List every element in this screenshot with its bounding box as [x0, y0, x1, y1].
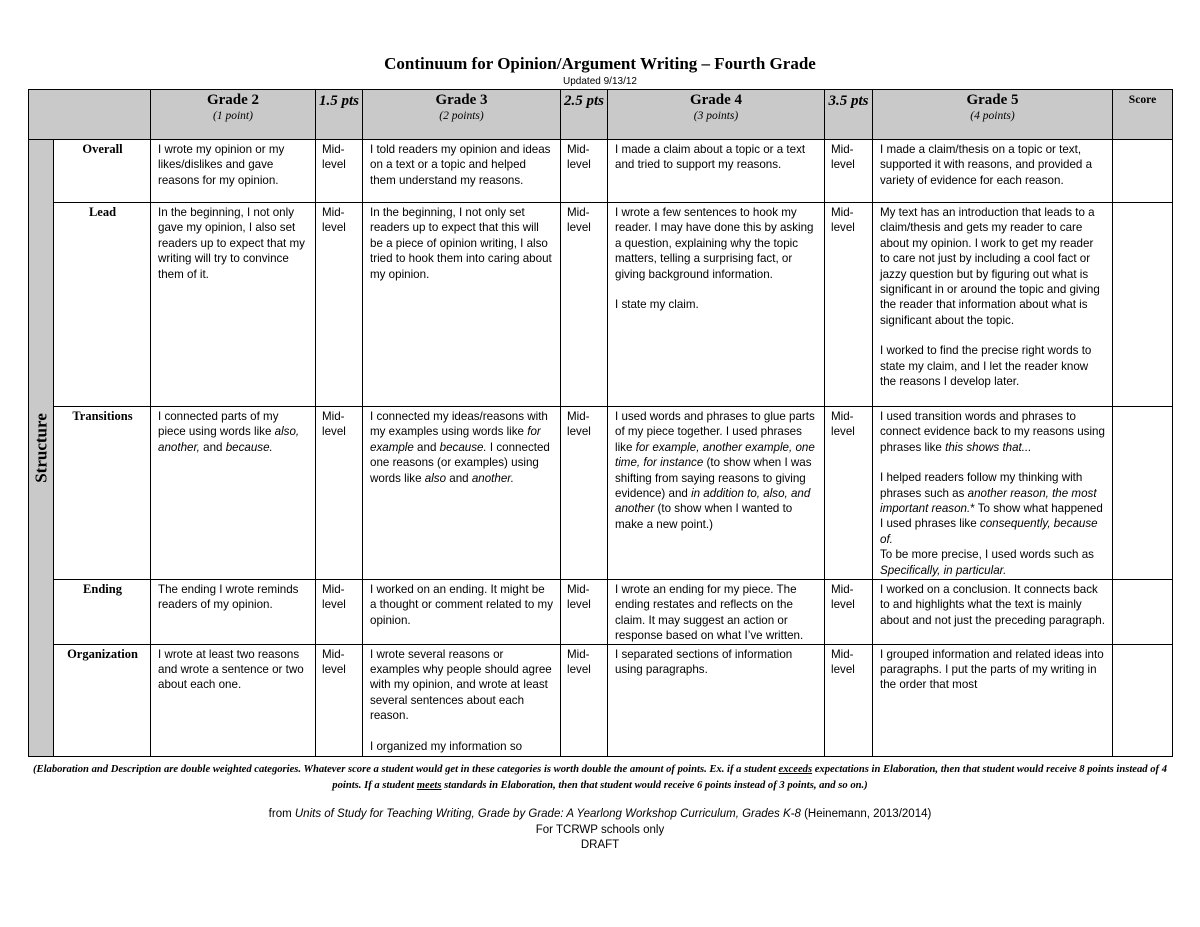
grade5-label: Grade 5	[966, 92, 1019, 108]
row-ending	[29, 580, 1173, 645]
example-words: for example, another example, one time, for instance	[615, 440, 815, 470]
lead-grade4-claim: I state my claim.	[615, 298, 699, 312]
lead-mid-3: Mid-level	[825, 203, 873, 407]
ending-grade3: I worked on an ending. It might be a thought or comment related to my opinion.	[363, 580, 561, 645]
transitions-grade3	[363, 407, 561, 580]
source-book-title: Units of Study for Teaching Writing, Grade by Grade: A Yearlong Workshop Curriculum, Grades K-8	[294, 808, 801, 820]
source-from: from	[268, 808, 295, 820]
header-grade4	[608, 90, 825, 140]
example-words: another reason, the most important reason.	[880, 486, 1097, 516]
text: (to show when I was shifting from saying reasons to giving evidence) and	[615, 456, 812, 501]
text: I connected my ideas/reasons with my examples using words like	[370, 410, 548, 439]
example-words: because.	[225, 440, 273, 454]
text: and	[413, 440, 440, 454]
pts-2-5-label: 2.5 pts	[563, 93, 604, 109]
organization-mid-1: Mid-level	[316, 644, 363, 756]
example-words: this shows that...	[945, 440, 1032, 454]
ending-score-cell[interactable]	[1113, 580, 1173, 645]
transitions-mid-3: Mid-level	[825, 407, 873, 580]
ending-mid-1: Mid-level	[316, 580, 363, 645]
page-title: Continuum for Opinion/Argument Writing – Fourth Grade	[384, 54, 816, 73]
example-words: consequently, because of.	[880, 517, 1098, 546]
organization-grade2: I wrote at least two reasons and wrote a sentence or two about each one.	[151, 644, 316, 756]
header-grade5	[873, 90, 1113, 140]
weighting-note	[28, 762, 1172, 794]
overall-grade3: I told readers my opinion and ideas on a text or a topic and helped them understand my reasons.	[363, 140, 561, 203]
lead-grade5-text: My text has an introduction that leads to a claim/thesis and gets my reader to care about my opinion. I work to get my reader to care not just by including a cool fact or jazzy question but by figuring out what is significant in or around the topic and giving the reader that information about what is significant about the topic.	[880, 206, 1100, 327]
overall-grade4: I made a claim about a topic or a text and tried to support my reasons.	[608, 140, 825, 203]
criterion-ending: Ending	[54, 580, 151, 645]
lead-grade5-claim: I worked to find the precise right words to state my claim, and I let the reader know the reasons I develop later.	[880, 344, 1092, 389]
criterion-transitions: Transitions	[54, 407, 151, 580]
header-1-5-pts	[316, 90, 363, 140]
transitions-mid-1: Mid-level	[316, 407, 363, 580]
source-citation	[0, 807, 1200, 823]
criterion-organization: Organization	[54, 644, 151, 756]
row-overall	[29, 140, 1173, 203]
lead-score-cell[interactable]	[1113, 203, 1173, 407]
note-text: expectations in Elaboration, then that student would receive 8 points instead of 4 points. If a student	[332, 764, 1167, 791]
lead-grade4	[608, 203, 825, 407]
ending-mid-3: Mid-level	[825, 580, 873, 645]
transitions-grade4	[608, 407, 825, 580]
grade3-label: Grade 3	[435, 92, 488, 108]
text: I used words and phrases to glue parts of my piece together. I used phrases like	[615, 410, 815, 454]
example-words: for example	[370, 425, 541, 454]
ending-grade2: The ending I wrote reminds readers of my opinion.	[151, 580, 316, 645]
transitions-score-cell[interactable]	[1113, 407, 1173, 580]
overall-score-cell[interactable]	[1113, 140, 1173, 203]
rubric-table	[28, 89, 1173, 757]
organization-grade3-text: I wrote several reasons or examples why people should agree with my opinion, and wrote at least several sentences about each reason.	[370, 647, 552, 723]
overall-mid-1: Mid-level	[316, 140, 363, 203]
grade3-points: (2 points)	[439, 110, 484, 122]
lead-grade5	[873, 203, 1113, 407]
row-transitions	[29, 407, 1173, 580]
text: To be more precise, I used words such as	[880, 548, 1094, 562]
header-score: Score	[1113, 90, 1173, 140]
lead-grade3: In the beginning, I not only set readers up to expect that this will be a piece of opinion writing, I also tried to hook them into caring about my opinion.	[363, 203, 561, 407]
note-text: standards in Elaboration, then that student would receive 6 points instead of 3 points, and so on.)	[441, 780, 868, 791]
ending-mid-2: Mid-level	[561, 580, 608, 645]
organization-mid-2: Mid-level	[561, 644, 608, 756]
example-words: Specifically, in particular.	[880, 563, 1007, 577]
example-words: because.	[439, 440, 487, 454]
grade2-label: Grade 2	[206, 92, 260, 108]
grade4-label: Grade 4	[689, 92, 743, 108]
organization-grade3-more: I organized my information so	[370, 739, 523, 753]
organization-grade4: I separated sections of information using paragraphs.	[608, 644, 825, 756]
note-emphasis: meets	[416, 780, 442, 791]
example-words: also	[424, 471, 447, 485]
text: I connected parts of my piece using words like	[158, 410, 279, 439]
header-2-5-pts	[561, 90, 608, 140]
header-grade3	[363, 90, 561, 140]
row-organization	[29, 644, 1173, 756]
source-publisher: (Heinemann, 2013/2014)	[800, 808, 932, 820]
organization-score-cell[interactable]	[1113, 644, 1173, 756]
lead-mid-2: Mid-level	[561, 203, 608, 407]
ending-grade4: I wrote an ending for my piece. The ending restates and reflects on the claim. It may suggest an action or response based on what I’ve written.	[608, 580, 825, 645]
grade5-points: (4 points)	[970, 110, 1015, 122]
grade4-points: (3 points)	[693, 110, 739, 122]
lead-grade4-text: I wrote a few sentences to hook my reader. I may have done this by asking a question, explaining why the topic matters, telling a surprising fact, or giving background information.	[615, 206, 814, 281]
transitions-mid-2: Mid-level	[561, 407, 608, 580]
band-structure-label: Structure	[31, 413, 51, 483]
example-words: another.	[471, 471, 514, 485]
pts-1-5-label: 1.5 pts	[318, 93, 359, 109]
note-emphasis: exceeds	[778, 764, 813, 775]
header-blank	[29, 90, 151, 140]
header-grade2	[151, 90, 316, 140]
pts-3-5-label: 3.5 pts	[828, 93, 869, 109]
updated-date: Updated 9/13/12	[563, 76, 637, 87]
criterion-overall: Overall	[54, 140, 151, 203]
transitions-grade5	[873, 407, 1113, 580]
header-row	[29, 90, 1173, 140]
example-words: in addition to, also, and another	[615, 487, 811, 516]
organization-grade5: I grouped information and related ideas into paragraphs. I put the parts of my writing in the order that most	[873, 644, 1113, 756]
text: (to show when I wanted to make a new point.)	[615, 502, 793, 531]
text: I helped readers follow my thinking with phrases such as	[880, 471, 1083, 500]
criterion-lead: Lead	[54, 203, 151, 407]
organization-grade3	[363, 644, 561, 756]
text: * To show what happened I used phrases like	[880, 502, 1103, 531]
lead-grade2: In the beginning, I not only gave my opinion, I also set readers up to expect that my writing will try to convince them of it.	[151, 203, 316, 407]
text: I used transition words and phrases to connect evidence back to my reasons using phrases like	[880, 410, 1105, 454]
row-lead	[29, 203, 1173, 407]
draft-label: DRAFT	[580, 839, 620, 851]
transitions-grade2	[151, 407, 316, 580]
text: I connected one reasons (or examples) using words like	[370, 440, 550, 485]
overall-mid-3: Mid-level	[825, 140, 873, 203]
text: and	[446, 471, 472, 485]
overall-grade2: I wrote my opinion or my likes/dislikes and gave reasons for my opinion.	[151, 140, 316, 203]
lead-mid-1: Mid-level	[316, 203, 363, 407]
source-audience: For TCRWP schools only	[535, 823, 665, 836]
header-3-5-pts	[825, 90, 873, 140]
band-structure	[29, 140, 54, 757]
source-footer	[0, 807, 1200, 854]
overall-mid-2: Mid-level	[561, 140, 608, 203]
example-words: also, another,	[158, 425, 300, 454]
note-text: (Elaboration and Description are double weighted categories. Whatever score a student would get in these categories is worth double the amount of points. Ex. if a student	[33, 764, 779, 775]
overall-grade5: I made a claim/thesis on a topic or text, supported it with reasons, and provided a variety of evidence for each reason.	[873, 140, 1113, 203]
text: and	[199, 440, 226, 454]
organization-mid-3: Mid-level	[825, 644, 873, 756]
ending-grade5: I worked on a conclusion. It connects back to and highlights what the text is mainly about and not just the preceding paragraph.	[873, 580, 1113, 645]
grade2-points: (1 point)	[213, 110, 253, 122]
